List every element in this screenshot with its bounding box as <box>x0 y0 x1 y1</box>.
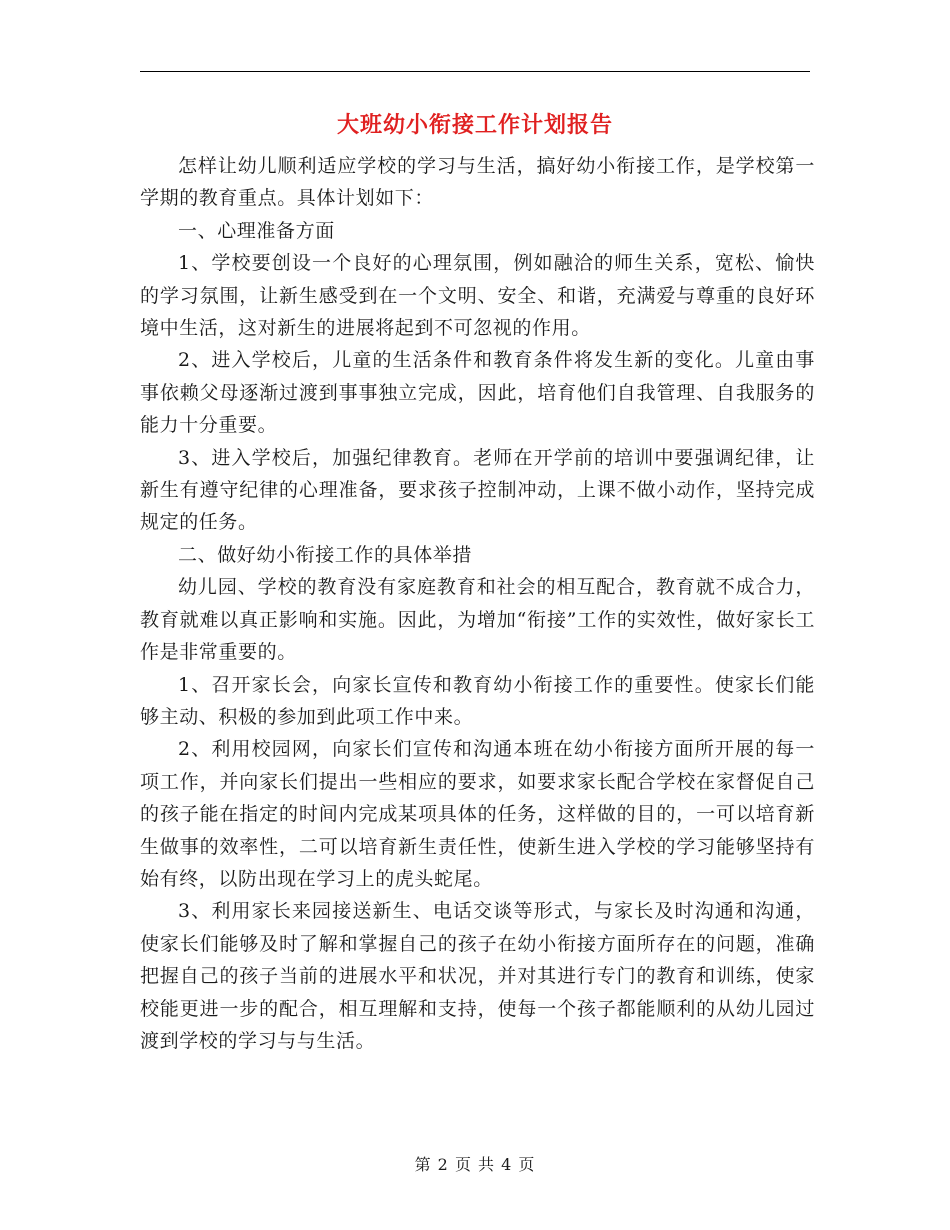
paragraph-item-1-parent-meeting: 1、召开家长会，向家长宣传和教育幼小衔接工作的重要性。使家长们能够主动、积极的参加到此项工作中来。 <box>140 673 815 728</box>
document-body <box>140 150 815 1057</box>
document-title: 大班幼小衔接工作计划报告 <box>336 112 613 138</box>
paragraph-item-3-communication: 3、利用家长来园接送新生、电话交谈等形式，与家长及时沟通和沟通，使家长们能够及时了解和掌握自己的孩子在幼小衔接方面所存在的问题，准确把握自己的孩子当前的进展水平和状况，并对其进行专门的教育和训练，使家校能更进一步的配合，相互理解和支持，使每一个孩子都能顺利的从幼儿园过渡到学校的学习与与生活。 <box>140 900 815 1052</box>
section-heading-psychological-preparation: 一、心理准备方面 <box>178 219 335 242</box>
page-number-footer: 第 2 页 共 4 页 <box>414 1155 536 1174</box>
paragraph-item-3-discipline: 3、进入学校后，加强纪律教育。老师在开学前的培训中要强调纪律，让新生有遵守纪律的心理准备，要求孩子控制冲动，上课不做小动作，坚持完成规定的任务。 <box>140 446 815 534</box>
paragraph-item-1-atmosphere: 1、学校要创设一个良好的心理氛围，例如融洽的师生关系，宽松、愉快的学习氛围，让新生感受到在一个文明、安全、和谐，充满爱与尊重的良好环境中生活，这对新生的进展将起到不可忽视的作用。 <box>140 252 815 340</box>
section-heading-concrete-measures: 二、做好幼小衔接工作的具体举措 <box>178 543 473 566</box>
paragraph-family-cooperation: 幼儿园、学校的教育没有家庭教育和社会的相互配合，教育就不成合力，教育就难以真正影响和实施。因此，为增加“衔接”工作的实效性，做好家长工作是非常重要的。 <box>140 576 815 664</box>
paragraph-item-2-campus-network: 2、利用校园网，向家长们宣传和沟通本班在幼小衔接方面所开展的每一项工作，并向家长们提出一些相应的要求，如要求家长配合学校在家督促自己的孩子能在指定的时间内完成某项具体的任务，这样做的目的，一可以培育新生做事的效率性，二可以培育新生责任性，使新生进入学校的学习能够坚持有始有终，以防出现在学习上的虎头蛇尾。 <box>140 738 815 890</box>
paragraph-intro: 怎样让幼儿顺利适应学校的学习与生活，搞好幼小衔接工作，是学校第一学期的教育重点。具体计划如下： <box>140 155 815 210</box>
paragraph-item-2-self-management: 2、进入学校后，儿童的生活条件和教育条件将发生新的变化。儿童由事事依赖父母逐渐过渡到事事独立完成，因此，培育他们自我管理、自我服务的能力十分重要。 <box>140 349 815 437</box>
header-rule <box>140 71 810 72</box>
